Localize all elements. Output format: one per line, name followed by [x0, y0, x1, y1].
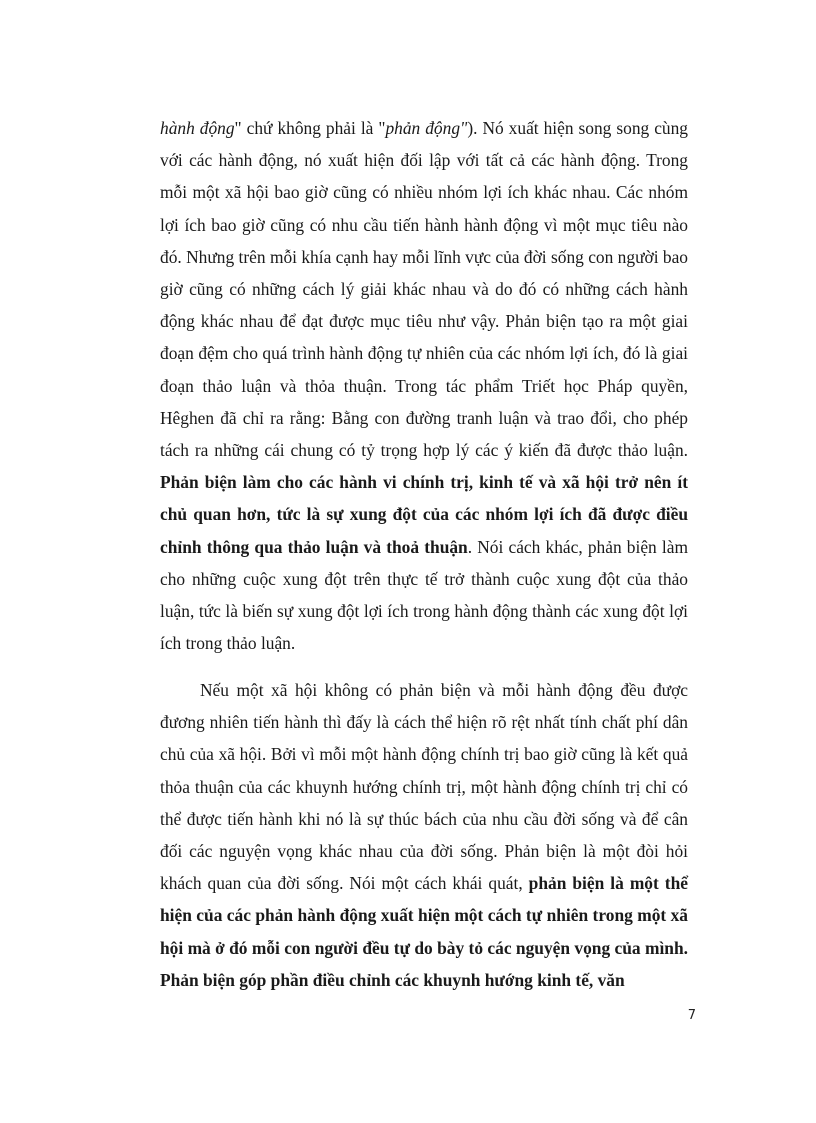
paragraph-1-text — [160, 112, 688, 659]
text-segment: Nếu một xã hội không có phản biện và mỗi hành động đều được đương nhiên tiến hành thì đấy là cách thể hiện rõ rệt nhất tính chất phí dân chủ của xã hội. Bởi vì mỗi một hành động chính trị bao giờ cũng là kết quả thỏa thuận của các khuynh hướng chính trị, một hành động chính trị chỉ có thể được tiến hành khi nó là sự thúc bách của nhu cầu đời sống và để cân đối các nguyện vọng khác nhau của đời sống. Phản biện là một đòi hỏi khách quan của đời sống. Nói một cách khái quát, — [160, 680, 688, 894]
bold-emphasis: Phản biện làm cho các hành vi chính trị, kinh tế và xã hội trở nên ít chủ quan hơn, tức là sự xung đột của các nhóm lợi ích đã được điều chỉnh thông qua thảo luận và thoả thuận — [160, 472, 688, 557]
paragraph-1 — [160, 112, 688, 659]
paragraph-2-text — [160, 674, 688, 996]
bold-emphasis: phản biện là một thể hiện của các phản hành động xuất hiện một cách tự nhiên trong một xã hội mà ở đó mỗi con người đều tự do bày tỏ các nguyện vọng của mình. Phản biện góp phần điều chỉnh các khuynh hướng kinh tế, văn — [160, 873, 688, 990]
paragraph-2 — [160, 674, 688, 996]
text-segment: . Nói cách khác, phản biện làm cho những cuộc xung đột trên thực tế trở thành cuộc xung đột của thảo luận, tức là biến sự xung đột lợi ích trong hành động thành các xung đột lợi ích trong thảo luận. — [160, 536, 688, 654]
page-number: 7 — [687, 1008, 696, 1023]
text-segment: ). Nó xuất hiện song song cùng với các hành động, nó xuất hiện đối lập với tất cả các hành động. Trong mỗi một xã hội bao giờ cũng có nhiều nhóm lợi ích khác nhau. Các nhóm lợi ích bao giờ cũng có nhu cầu tiến hành hành động vì một mục tiêu nào đó. Nhưng trên mỗi khía cạnh hay mỗi lĩnh vực của đời sống con người bao giờ cũng có những cách lý giải khác nhau và do đó có những cách hành động khác nhau để đạt được mục tiêu như vậy. Phản biện tạo ra một giai đoạn đệm cho quá trình hành động tự nhiên của các nhóm lợi ích, đó là giai đoạn thảo luận và thỏa thuận. Trong tác phẩm Triết học Pháp quyền, Hêghen đã chỉ ra rằng: Bằng con đường tranh luận và trao đổi, cho phép tách ra những cái chung có tỷ trọng hợp lý các ý kiến đã được thảo luận. — [160, 118, 689, 461]
italic-phrase-hanh-dong: hành động — [160, 118, 235, 138]
text-segment: " chứ không phải là " — [234, 118, 386, 138]
italic-phrase-phan-dong: phản động" — [385, 118, 468, 138]
